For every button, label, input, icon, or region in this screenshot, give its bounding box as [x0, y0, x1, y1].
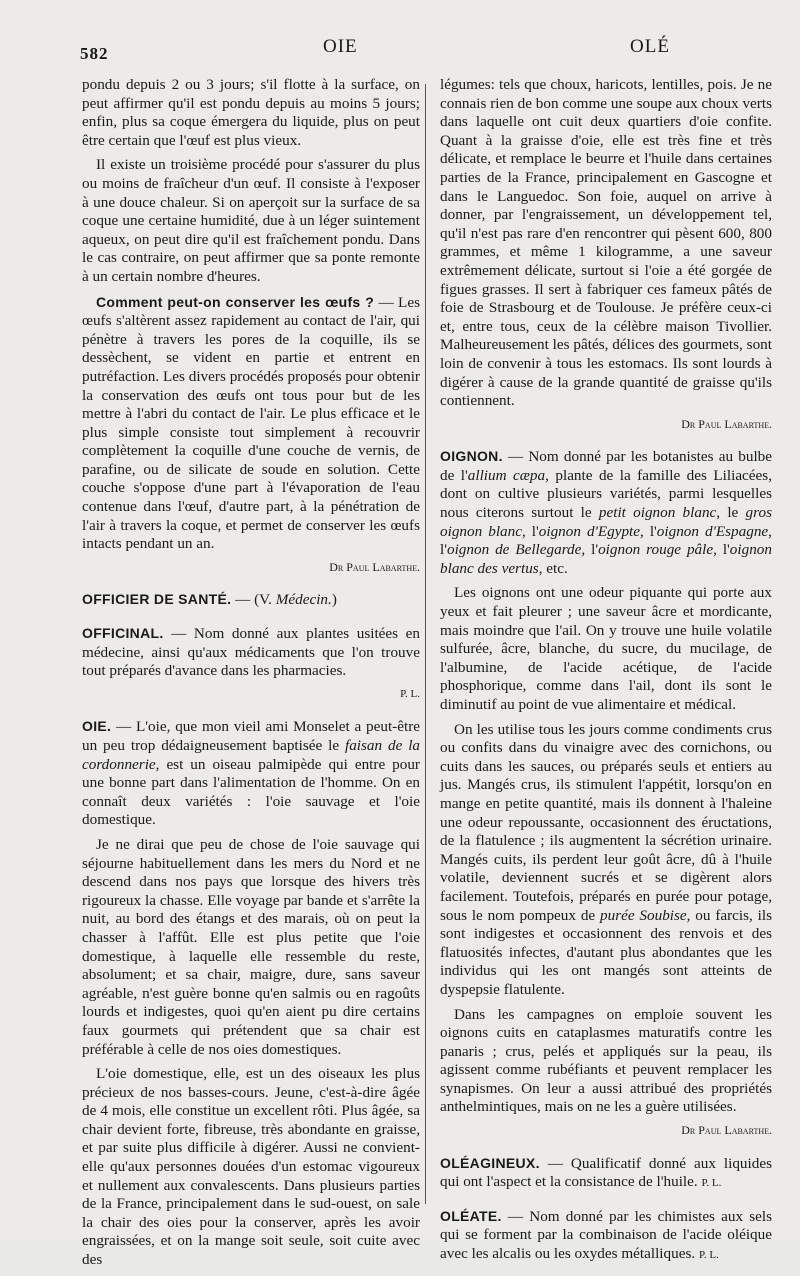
- paragraph: [440, 721, 772, 1000]
- entry-text-part: , l': [640, 522, 657, 540]
- entry-text-part: ): [331, 591, 337, 609]
- entry-text-part: — Nom donné par les chimistes aux sels qui se forment par la combinaison de l'acide oléique avec les alcalis ou les oxydes métalliques.: [440, 1207, 772, 1263]
- entry-text-part: — L'oie, que mon vieil ami Monselet a peut-être un peu trop dédaigneusement baptisée le: [82, 718, 420, 754]
- signature: Dr Paul Labarthe.: [681, 416, 772, 431]
- page-number: 582: [80, 44, 109, 63]
- italic-phrase: oignon de Bellegarde: [446, 541, 582, 559]
- italic-phrase: oignon d'Egypte: [538, 522, 640, 540]
- subheading: Comment peut-on conserver les œufs ?: [96, 293, 375, 310]
- italic-phrase: allium cæpa: [467, 466, 546, 484]
- entry-text-part: , etc.: [538, 559, 568, 577]
- entry-headword: OLÉATE.: [440, 1207, 502, 1224]
- running-header: [80, 36, 760, 66]
- italic-phrase: oignon d'Espagne: [656, 522, 769, 540]
- paragraph-text: — Les œufs s'altèrent assez rapidement au contact de l'air, qui pénètre à travers les pores de la coquille, ils se dessèchent, se vident en partie et entrent en putréfaction. Les divers procédés proposés pour obtenir la conservation des œufs ont tous pour but de les mettre à l'abri du contact de l'air. Le plus efficace et le plus simple consiste tout simplement à recouvrir complètement la coquille d'une couche de vernis, de parafine, ou de silicate de soude en solution. Cette couche s'oppose d'une part à l'évaporation de l'eau contenue dans l'œuf, d'autre part, à la pénétration de l'air à travers la coque, et permet de conserver les œufs intacts pendant un an.: [82, 293, 420, 553]
- right-column: [440, 76, 772, 1271]
- paragraph-text: , ou farcis, ils sont indigestes et occasionnent des renvois et des flatuosités infectes, d'autant plus abondantes que les individus qui les ont mangés sont atteints de dyspepsie flatulente.: [440, 906, 773, 998]
- entry-headword: OIGNON.: [440, 448, 503, 465]
- italic-phrase: oignon rouge pâle: [598, 541, 714, 559]
- entry-text: [440, 447, 772, 578]
- entry-text: [440, 1154, 772, 1193]
- entry-headword: OLÉAGINEUX.: [440, 1154, 540, 1171]
- entry-oie: [82, 717, 420, 1269]
- entry-text-part: — Qualificatif donné aux liquides qui ont l'aspect et la consistance de l'huile.: [440, 1154, 772, 1191]
- paragraph: Je ne dirai que peu de chose de l'oie sauvage qui séjourne habituellement dans les mers du Nord et ne descend dans nos pays que lorsque des hivers très rigoureux la chasse. Elle voyage par bande et s'arrête la nuit, au bord des étangs et des marais, où on peut la chasser à l'affût. Elle est plus petite que l'oie domestique, à laquelle elle ressemble du reste, absolument; et sa chair, maigre, dure, sans saveur agréable, n'est guère bonne qu'en salmis ou en ragoûts lourds et indigestes, quoi qu'en aient pu dire certains faux gourmets qui prétendent que sa chair est préférable à celle de nos oies domestiques.: [82, 835, 420, 1058]
- signature: Dr Paul Labarthe.: [329, 559, 420, 574]
- entry-oignon: [440, 447, 772, 1139]
- entry-officier-de-sante: [82, 590, 420, 610]
- entry-text: [82, 717, 420, 830]
- paragraph: [82, 293, 420, 554]
- entry-text-part: , l': [440, 522, 772, 559]
- left-running-head: OIE: [323, 36, 358, 57]
- cross-reference: Médecin.: [275, 591, 332, 609]
- entry-text-part: , le: [716, 504, 746, 522]
- entry-text-part: , l': [581, 541, 599, 559]
- entry-text-part: , l': [713, 541, 730, 559]
- paragraph: Il existe un troisième procédé pour s'assurer du plus ou moins de fraîcheur d'un œuf. Il consiste à l'exposer à une douce chaleur. Si on aperçoit sur la surface de sa coque une certaine humidité, due à un léger suintement aqueux, on peut dire qu'il est fraîchement pondu. Dans le cas contraire, on peut affirmer que sa ponte remonte à un certain nombre d'heures.: [82, 156, 420, 285]
- entry-text-part: — Nom donné par les botanistes au bulbe de l': [440, 448, 772, 484]
- column-divider: [425, 84, 426, 1204]
- signature: P. L.: [400, 687, 420, 700]
- entry-text-part: , est un oiseau palmipède qui entre pour une bonne part dans l'alimentation de l'homme. On en connaît deux variétés : l'oie sauvage et l'oie domestique.: [82, 755, 420, 829]
- entry-text-part: — (V.: [231, 591, 276, 609]
- signature: P. L.: [701, 1177, 722, 1190]
- entry-officinal: [82, 624, 420, 703]
- italic-phrase: gros oignon blanc: [440, 504, 772, 540]
- italic-phrase: oignon blanc des vertus: [440, 541, 772, 577]
- paragraph: pondu depuis 2 ou 3 jours; s'il flotte à la surface, on peut affirmer qu'il est pondu depuis au moins 5 jours; enfin, plus sa coque émergera du liquide, plus on peut être certain que l'œuf est plus vieux.: [82, 76, 420, 149]
- italic-phrase: faisan de la cordonnerie: [82, 737, 421, 773]
- entry-headword: OIE.: [82, 718, 112, 735]
- entry-headword: OFFICIER DE SANTÉ.: [82, 591, 232, 608]
- entry-text: [440, 1207, 772, 1265]
- italic-phrase: purée Soubise: [600, 906, 687, 924]
- paragraph: Dans les campagnes on emploie souvent les oignons cuits en cataplasmes maturatifs contre les panaris ; crus, pelés et appliqués sur la peau, ils agissent comme rubéfiants et peuvent remplacer les synapismes. On leur a aussi attribué des propriétés anthelmintiques, mais on ne les a guère utilisées.: [440, 1005, 772, 1116]
- right-running-head: OLÉ: [630, 36, 670, 57]
- entry-headword: OFFICINAL.: [82, 625, 164, 642]
- signature: Dr Paul Labarthe.: [681, 1123, 772, 1138]
- paragraph: L'oie domestique, elle, est un des oiseaux les plus précieux de nos basses-cours. Jeune, c'est-à-dire âgée de 4 mois, elle constitue un excellent rôti. Plus âgée, sa chair devient forte, fibreuse, très abondante en graisse, et par suite plus difficile à digérer. Aussi ne convient-elle qu'aux personnes douées d'un estomac vigoureux et nullement aux convalescents. Dans plusieurs parties de la France, principalement dans le sud-ouest, on sale la chair des oies pour la conserver, après les avoir engraissées, et on la mange soit seule, soit cuite avec des: [82, 1065, 420, 1269]
- entry-text: [82, 624, 420, 681]
- entry-oleate: [440, 1207, 772, 1265]
- entry-text: [82, 590, 420, 610]
- paragraph-text: On les utilise tous les jours comme condiments crus ou confits dans du vinaigre avec des cornichons, ou cuits dans les sauces, ou préparés seuls et entiers au jus. Mangés crus, ils stimulent l'appétit, lorsqu'on en mange en petite quantité, mais ils donnent à l'haleine une odeur repoussante, occasionnent des éructations, de la flatulence ; ils augmentent la sécrétion urinaire. Mangés cuits, ils perdent leur goût âcre, dû à l'huile volatile, deviennent sucrés et se digèrent alors facilement. Toutefois, préparés en purée pour potage, sous le nom pompeux de: [440, 720, 772, 924]
- paragraph: Les oignons ont une odeur piquante qui porte aux yeux et fait pleurer ; une saveur âcre et mordicante, mais moindre que l'ail. On y trouve une huile volatile sulfurée, âcre, blanche, du sucre, du mucilage, de l'albumine, de l'acide acétique, de l'acide phosphorique, comme dans l'ail, dont ils sont le diminutif au point de vue alimentaire et médical.: [440, 584, 772, 713]
- paragraph: légumes: tels que choux, haricots, lentilles, pois. Je ne connais rien de bon comme une soupe aux choux verts dans laquelle ont cuit deux quartiers d'oie confite. Quant à la graisse d'oie, elle est très fine et très délicate, et remplace le beurre et l'huile dans certaines parties de la France, principalement en Gascogne et dans le Languedoc. Son foie, auquel on arrive à donner, par l'engraissement, un développement tel, qu'il n'est pas rare d'en rencontrer qui pèsent 600, 800 grammes, et même 1 kilogramme, a une saveur extrêmement délicate, surtout si l'oie a été gorgée de figues grasses. Il sert à fabriquer ces fameux pâtés de foie de Strasbourg et de Toulouse. Je préfère ceux-ci et, entre tous, ceux de la célèbre maison Tivollier. Malheureusement les pâtés, délices des gourmets, sont loin de convenir à tous les estomacs. Ils sont lourds à digérer à cause de la grande quantité de graisse qu'ils contiennent.: [440, 76, 772, 410]
- entry-oleagineux: [440, 1154, 772, 1193]
- signature: P. L.: [698, 1249, 719, 1262]
- left-column: [82, 76, 420, 1276]
- entry-text-part: , plante de la famille des Liliacées, dont on cultive plusieurs variétés, parmi lesquelles nous citerons surtout le: [440, 466, 772, 522]
- entry-text-part: , l': [521, 522, 539, 540]
- entry-text-part: — Nom donné aux plantes usitées en médecine, ainsi qu'aux médicaments que l'on trouve tout préparés d'avance dans les pharmacies.: [82, 625, 420, 680]
- italic-phrase: petit oignon blanc: [598, 504, 717, 522]
